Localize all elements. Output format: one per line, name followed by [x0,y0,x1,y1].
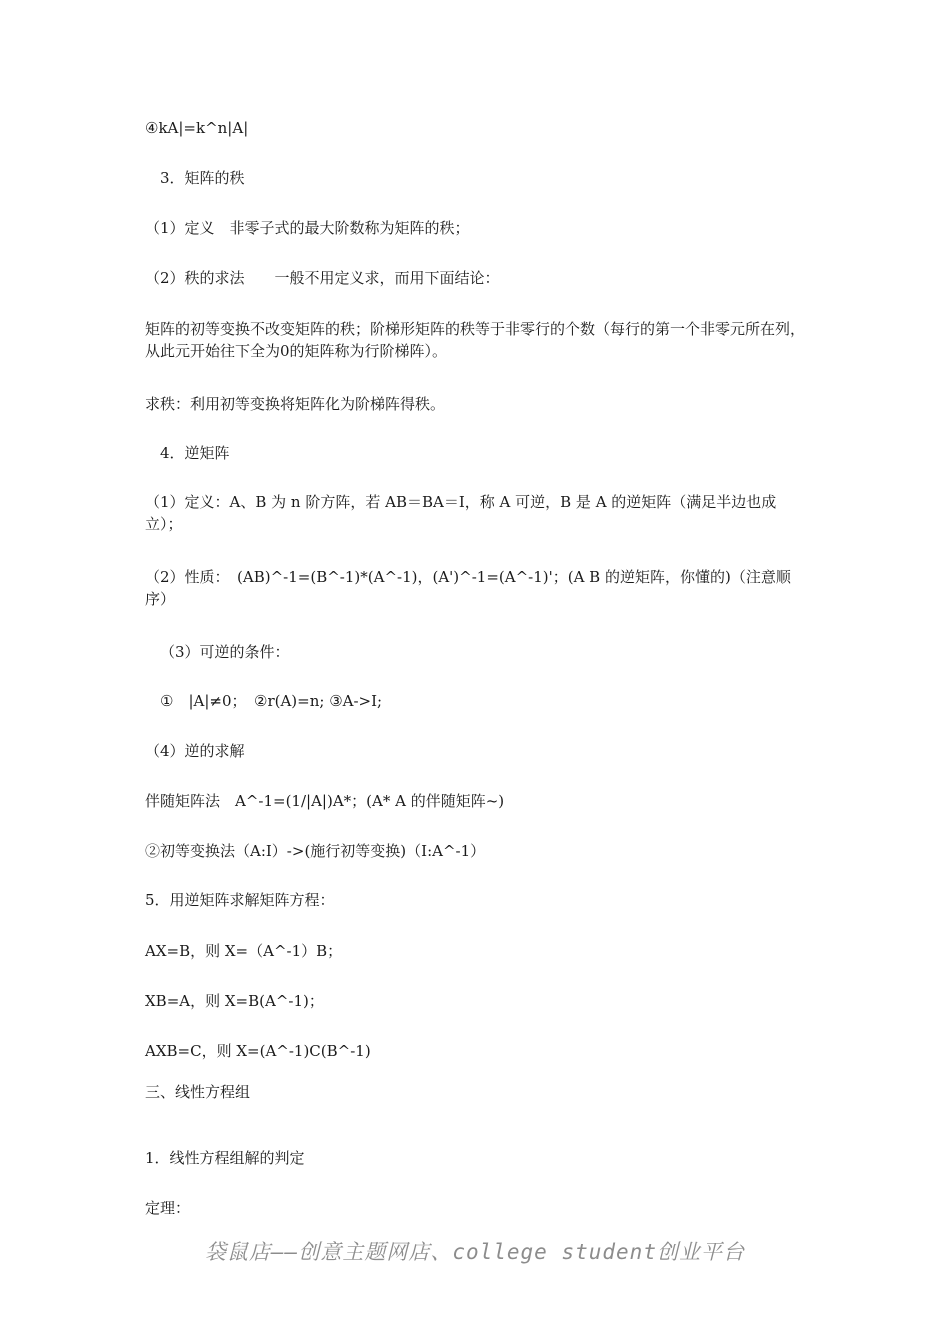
text-line: 定理： [145,1199,191,1217]
paragraph: （1）定义：A、B 为 n 阶方阵，若 AB＝BA＝I，称 A 可逆，B 是 A 的逆矩阵（满足半边也成立）； [145,493,777,533]
equation-line: AXB=C，则 X=(A^-1)C(B^-1) [145,1042,371,1060]
equation-line: AX=B，则 X=（A^-1）B； [145,942,343,960]
text-line: ②初等变换法（A:I）->(施行初等变换)（I:A^-1） [145,842,486,860]
text-line: ④kA|=k^n|A| [145,119,249,137]
text-line: （1）定义 非零子式的最大阶数称为矩阵的秩； [145,219,470,237]
section-heading: 1．线性方程组解的判定 [145,1149,305,1167]
text-line: （3）可逆的条件： [160,643,290,661]
section-heading: 5．用逆矩阵求解矩阵方程： [145,891,335,909]
text-line: （2）秩的求法 一般不用定义求，而用下面结论： [145,269,500,287]
text-line: 伴随矩阵法 A^-1=(1/|A|)A*；(A* A 的伴随矩阵~) [145,792,505,810]
text-line: ① |A|≠0； ②r(A)=n; ③A->I; [160,692,383,710]
chapter-heading: 三、线性方程组 [145,1083,251,1101]
section-heading: 3．矩阵的秩 [160,169,245,187]
footer-watermark: 袋鼠店——创意主题网店、college student创业平台 [205,1240,745,1264]
section-heading: 4．逆矩阵 [160,444,230,462]
text-line: 求秩：利用初等变换将矩阵化为阶梯阵得秩。 [145,395,446,413]
paragraph: （2）性质： (AB)^-1=(B^-1)*(A^-1)，(A')^-1=(A^-1)'；(A B 的逆矩阵，你懂的)（注意顺序） [145,568,791,608]
text-line: （4）逆的求解 [145,742,245,760]
equation-line: XB=A，则 X=B(A^-1)； [145,992,324,1010]
paragraph: 矩阵的初等变换不改变矩阵的秩；阶梯形矩阵的秩等于非零行的个数（每行的第一个非零元所在列，从此元开始往下全为0的矩阵称为行阶梯阵）。 [145,320,806,360]
